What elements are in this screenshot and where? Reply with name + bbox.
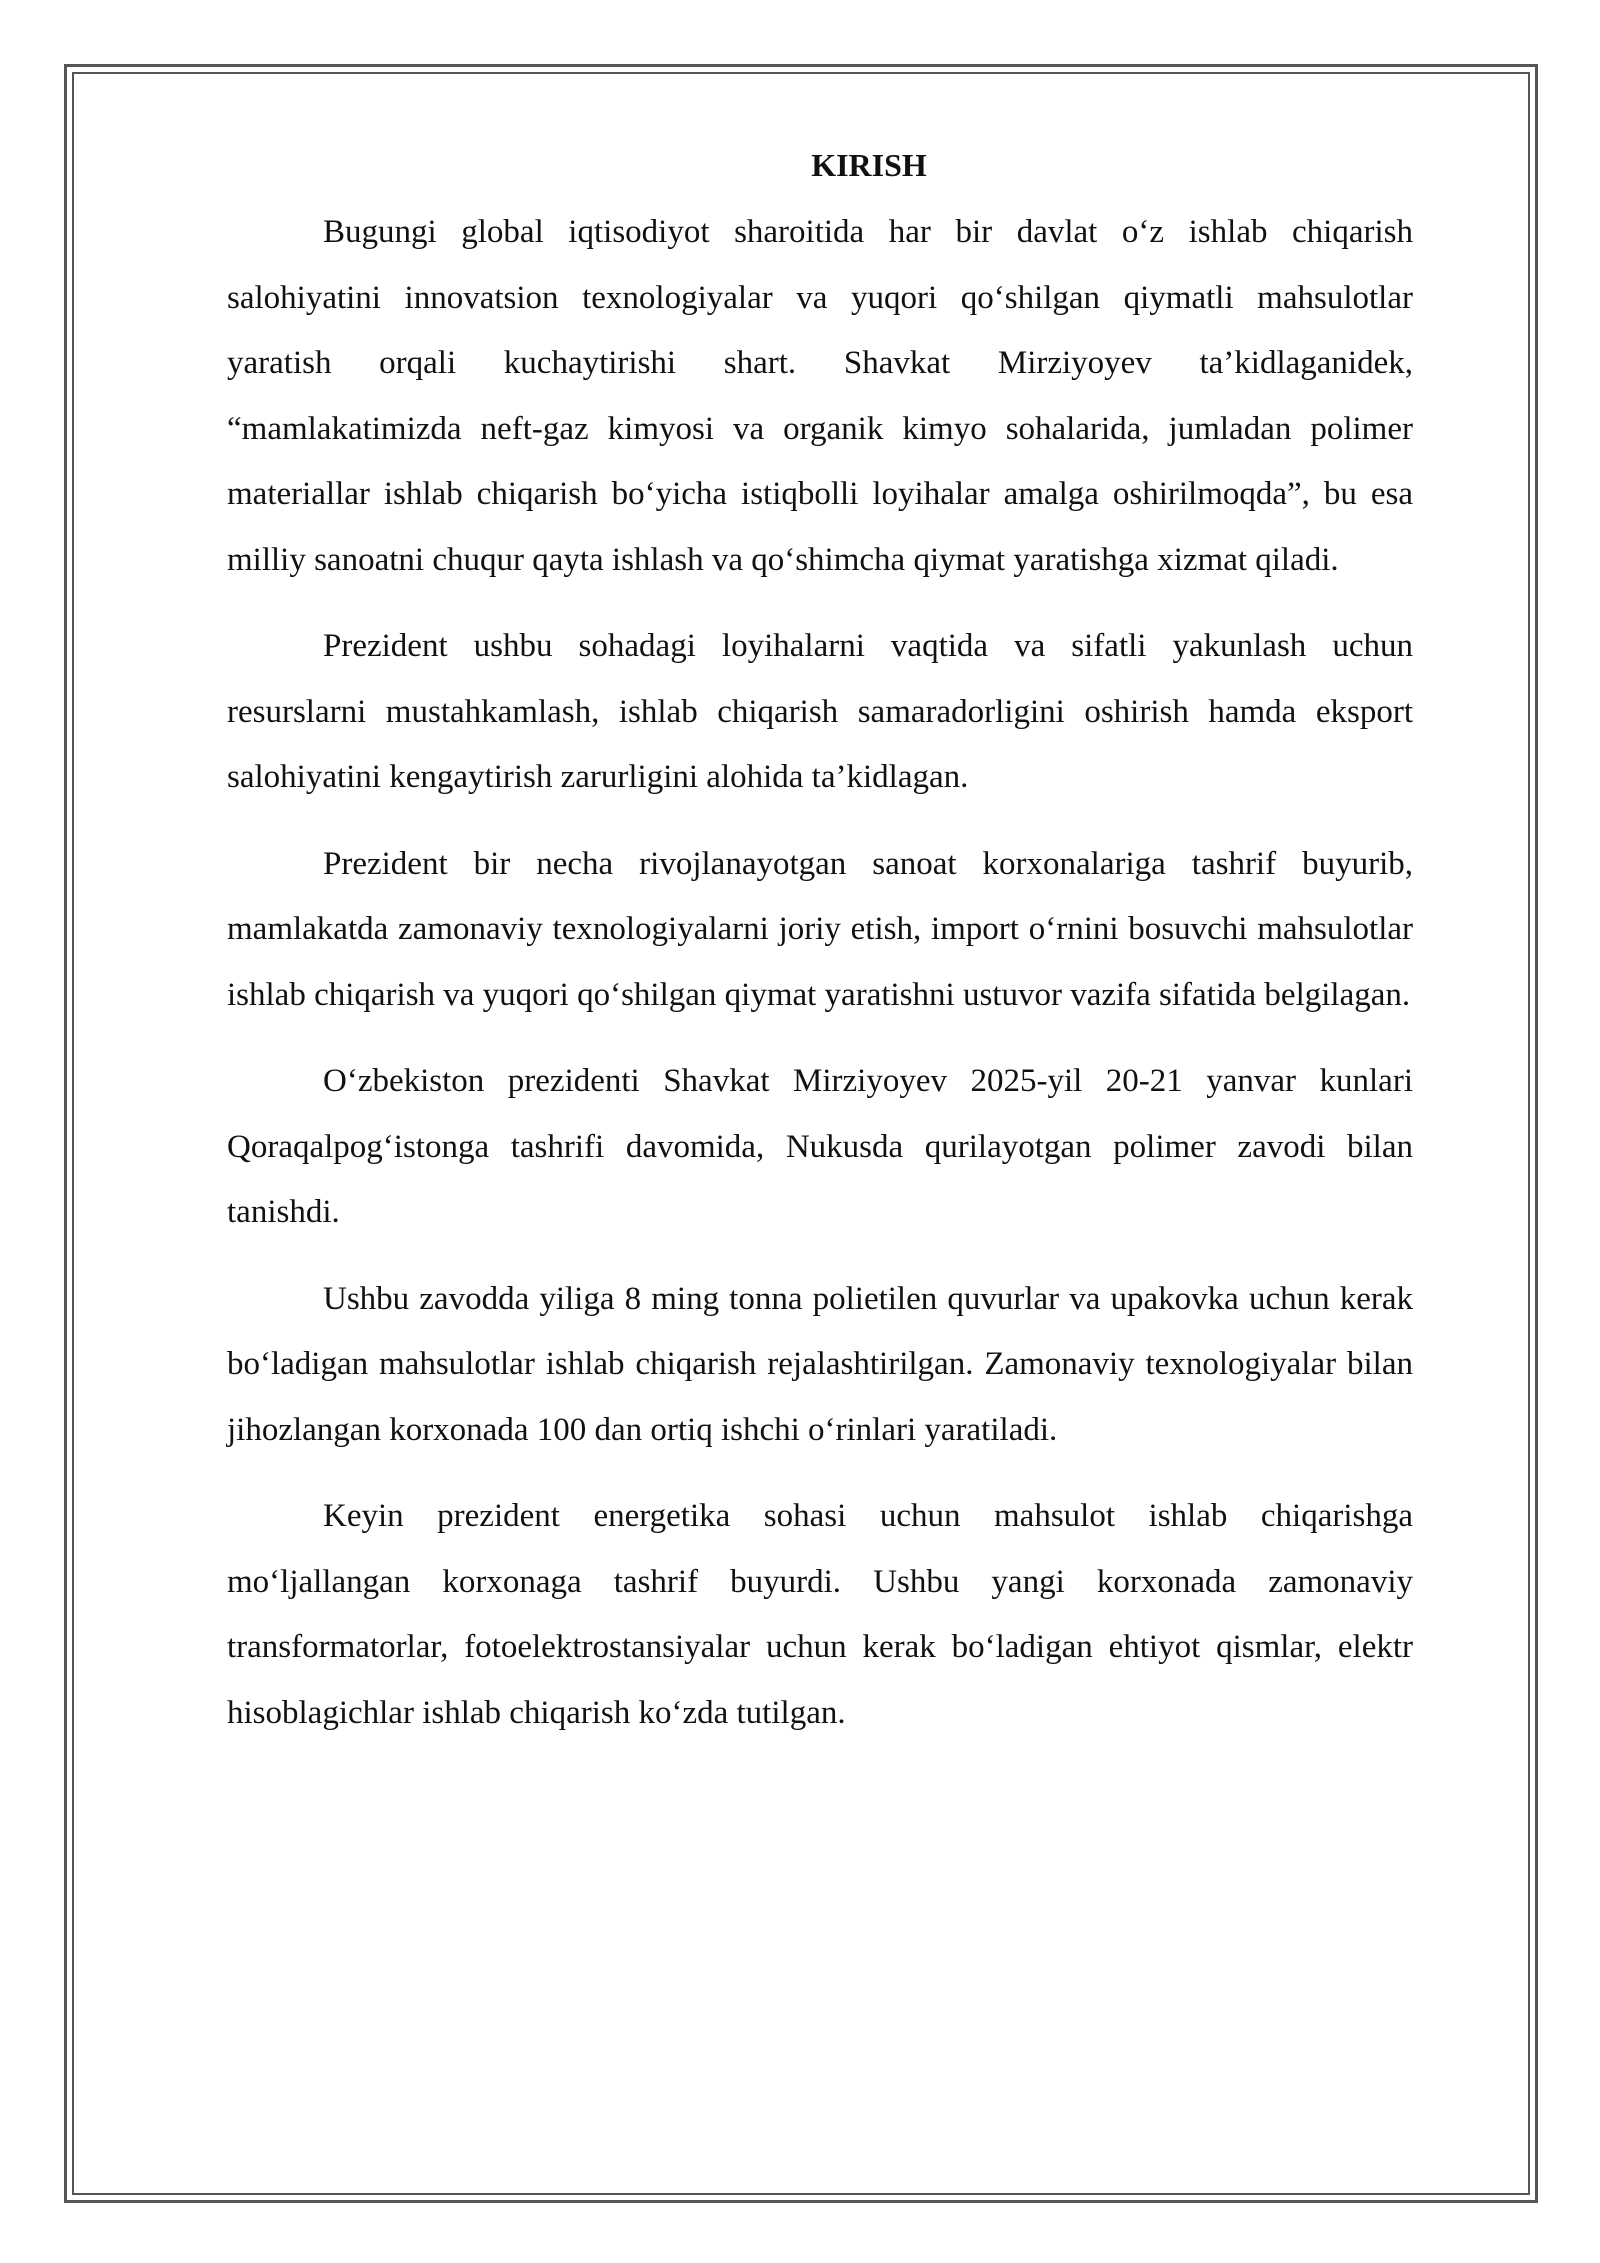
paragraph-1: Bugungi global iqtisodiyot sharoitida har bir davlat o‘z ishlab chiqarish salohiyatini innovatsion texnologiyalar va yuqori qo‘shilgan qiymatli mahsulotlar yaratish orqali kuchaytirishi shart. Shavkat Mirziyoyev ta’kidlaganidek, “mamlakatimizda neft-gaz kimyosi va organik kimyo sohalarida, jumladan polimer materiallar ishlab chiqarish bo‘yicha istiqbolli loyihalar amalga oshirilmoqda”, bu esa milliy sanoatni chuqur qayta ishlash va qo‘shimcha qiymat yaratishga xizmat qiladi. — [227, 214, 1413, 578]
paragraph-4: O‘zbekiston prezidenti Shavkat Mirziyoyev 2025-yil 20-21 yanvar kunlari Qoraqalpog‘istonga tashrifi davomida, Nukusda qurilayotgan polimer zavodi bilan tanishdi. — [227, 1063, 1413, 1230]
paragraph-2: Prezident ushbu sohadagi loyihalarni vaqtida va sifatli yakunlash uchun resurslarni mustahkamlash, ishlab chiqarish samaradorligini oshirish hamda eksport salohiyatini kengaytirish zarurligini alohida ta’kidlagan. — [227, 628, 1413, 795]
paragraph-6: Keyin prezident energetika sohasi uchun mahsulot ishlab chiqarishga mo‘ljallangan korxonaga tashrif buyurdi. Ushbu yangi korxonada zamonaviy transformatorlar, fotoelektrostansiyalar uchun kerak bo‘ladigan ehtiyot qismlar, elektr hisoblagichlar ishlab chiqarish ko‘zda tutilgan. — [227, 1498, 1413, 1731]
page-title: KIRISH — [811, 147, 927, 183]
paragraph-5: Ushbu zavodda yiliga 8 ming tonna polietilen quvurlar va upakovka uchun kerak bo‘ladigan mahsulotlar ishlab chiqarish rejalashtirilgan. Zamonaviy texnologiyalar bilan jihozlangan korxonada 100 dan ortiq ishchi o‘rinlari yaratiladi. — [227, 1280, 1413, 1448]
paragraph-3: Prezident bir necha rivojlanayotgan sanoat korxonalariga tashrif buyurib, mamlakatda zamonaviy texnologiyalarni joriy etish, import o‘rnini bosuvchi mahsulotlar ishlab chiqarish va yuqori qo‘shilgan qiymat yaratishni ustuvor vazifa sifatida belgilagan. — [227, 845, 1413, 1013]
document-body — [227, 138, 1413, 1767]
